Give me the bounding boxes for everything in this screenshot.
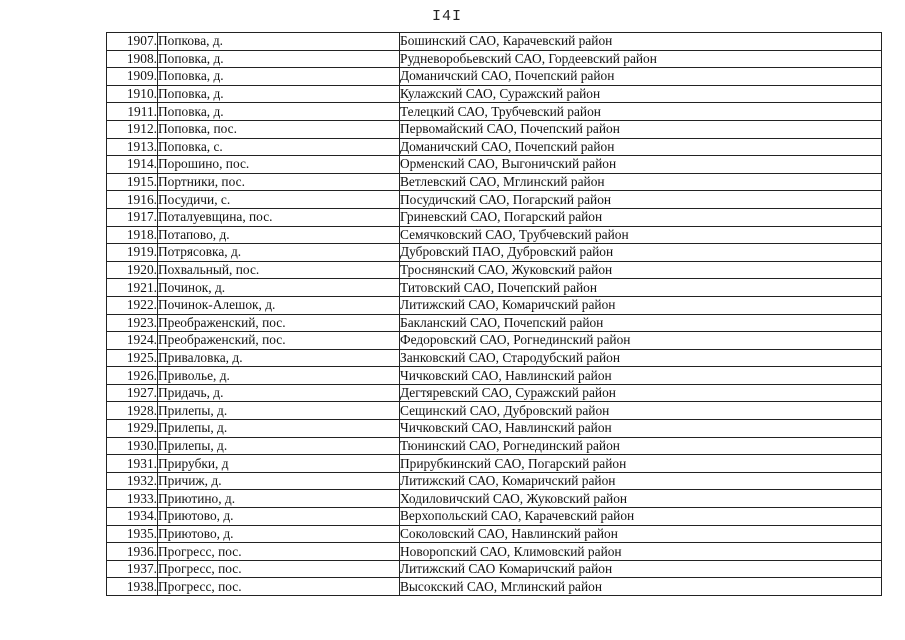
settlement-name: Придачь, д. xyxy=(158,384,400,402)
row-number: 1933. xyxy=(107,490,158,508)
administrative-unit: Новоропский САО, Климовский район xyxy=(400,543,882,561)
row-number: 1915. xyxy=(107,173,158,191)
table-row xyxy=(107,279,882,297)
settlement-name: Портники, пос. xyxy=(158,173,400,191)
settlement-name: Поповка, д. xyxy=(158,85,400,103)
row-number: 1924. xyxy=(107,332,158,350)
settlement-name: Приютово, д. xyxy=(158,508,400,526)
administrative-unit: Высокский САО, Мглинский район xyxy=(400,578,882,596)
settlement-name: Поповка, д. xyxy=(158,50,400,68)
table-row xyxy=(107,68,882,86)
row-number: 1918. xyxy=(107,226,158,244)
administrative-unit: Дегтяревский САО, Суражский район xyxy=(400,384,882,402)
settlement-name: Поповка, с. xyxy=(158,138,400,156)
administrative-unit: Ходиловичский САО, Жуковский район xyxy=(400,490,882,508)
administrative-unit: Троснянский САО, Жуковский район xyxy=(400,261,882,279)
settlement-name: Поталуевщина, пос. xyxy=(158,208,400,226)
row-number: 1909. xyxy=(107,68,158,86)
settlement-name: Похвальный, пос. xyxy=(158,261,400,279)
administrative-unit: Чичковский САО, Навлинский район xyxy=(400,420,882,438)
table-row xyxy=(107,578,882,596)
settlement-name: Приютово, д. xyxy=(158,525,400,543)
row-number: 1931. xyxy=(107,455,158,473)
settlement-name: Попкова, д. xyxy=(158,33,400,51)
table-row xyxy=(107,244,882,262)
table-row xyxy=(107,402,882,420)
administrative-unit: Первомайский САО, Почепский район xyxy=(400,120,882,138)
row-number: 1916. xyxy=(107,191,158,209)
row-number: 1935. xyxy=(107,525,158,543)
row-number: 1928. xyxy=(107,402,158,420)
table-row xyxy=(107,349,882,367)
settlement-name: Преображенский, пос. xyxy=(158,314,400,332)
table-row xyxy=(107,490,882,508)
administrative-unit: Орменский САО, Выгоничский район xyxy=(400,156,882,174)
settlement-name: Потрясовка, д. xyxy=(158,244,400,262)
administrative-unit: Соколовский САО, Навлинский район xyxy=(400,525,882,543)
administrative-unit: Верхопольский САО, Карачевский район xyxy=(400,508,882,526)
settlement-name: Посудичи, с. xyxy=(158,191,400,209)
settlement-name: Поповка, пос. xyxy=(158,120,400,138)
administrative-unit: Бошинский САО, Карачевский район xyxy=(400,33,882,51)
administrative-unit: Гриневский САО, Погарский район xyxy=(400,208,882,226)
administrative-unit: Литижский САО, Комаричский район xyxy=(400,296,882,314)
row-number: 1932. xyxy=(107,472,158,490)
row-number: 1938. xyxy=(107,578,158,596)
settlement-name: Прилепы, д. xyxy=(158,420,400,438)
settlements-table xyxy=(106,32,882,596)
administrative-unit: Кулажский САО, Суражский район xyxy=(400,85,882,103)
row-number: 1930. xyxy=(107,437,158,455)
table-row xyxy=(107,173,882,191)
settlement-name: Починок, д. xyxy=(158,279,400,297)
table-row xyxy=(107,296,882,314)
table-row xyxy=(107,50,882,68)
administrative-unit: Телецкий САО, Трубчевский район xyxy=(400,103,882,121)
administrative-unit: Прирубкинский САО, Погарский район xyxy=(400,455,882,473)
settlement-name: Прогресс, пос. xyxy=(158,578,400,596)
row-number: 1936. xyxy=(107,543,158,561)
table-row xyxy=(107,208,882,226)
settlement-name: Поповка, д. xyxy=(158,103,400,121)
row-number: 1927. xyxy=(107,384,158,402)
administrative-unit: Дубровский ПАО, Дубровский район xyxy=(400,244,882,262)
table-row xyxy=(107,226,882,244)
row-number: 1913. xyxy=(107,138,158,156)
table-row xyxy=(107,156,882,174)
administrative-unit: Доманичский САО, Почепский район xyxy=(400,138,882,156)
settlement-name: Починок-Алешок, д. xyxy=(158,296,400,314)
administrative-unit: Федоровский САО, Рогнединский район xyxy=(400,332,882,350)
table-row xyxy=(107,261,882,279)
table-row xyxy=(107,191,882,209)
settlement-name: Прогресс, пос. xyxy=(158,560,400,578)
settlements-table-body xyxy=(107,33,882,596)
row-number: 1914. xyxy=(107,156,158,174)
settlement-name: Причиж, д. xyxy=(158,472,400,490)
table-row xyxy=(107,138,882,156)
administrative-unit: Доманичский САО, Почепский район xyxy=(400,68,882,86)
row-number: 1910. xyxy=(107,85,158,103)
row-number: 1919. xyxy=(107,244,158,262)
row-number: 1907. xyxy=(107,33,158,51)
row-number: 1925. xyxy=(107,349,158,367)
administrative-unit: Литижский САО Комаричский район xyxy=(400,560,882,578)
table-row xyxy=(107,508,882,526)
settlement-name: Прогресс, пос. xyxy=(158,543,400,561)
administrative-unit: Чичковский САО, Навлинский район xyxy=(400,367,882,385)
settlement-name: Прирубки, д xyxy=(158,455,400,473)
table-row xyxy=(107,103,882,121)
row-number: 1922. xyxy=(107,296,158,314)
administrative-unit: Занковский САО, Стародубский район xyxy=(400,349,882,367)
table-row xyxy=(107,437,882,455)
settlement-name: Прилепы, д. xyxy=(158,437,400,455)
table-row xyxy=(107,420,882,438)
administrative-unit: Посудичский САО, Погарский район xyxy=(400,191,882,209)
row-number: 1929. xyxy=(107,420,158,438)
table-row xyxy=(107,33,882,51)
row-number: 1920. xyxy=(107,261,158,279)
administrative-unit: Бакланский САО, Почепский район xyxy=(400,314,882,332)
settlement-name: Приютино, д. xyxy=(158,490,400,508)
settlement-name: Преображенский, пос. xyxy=(158,332,400,350)
administrative-unit: Ветлевский САО, Мглинский район xyxy=(400,173,882,191)
administrative-unit: Литижский САО, Комаричский район xyxy=(400,472,882,490)
administrative-unit: Тюнинский САО, Рогнединский район xyxy=(400,437,882,455)
administrative-unit: Сещинский САО, Дубровский район xyxy=(400,402,882,420)
row-number: 1934. xyxy=(107,508,158,526)
table-row xyxy=(107,332,882,350)
administrative-unit: Титовский САО, Почепский район xyxy=(400,279,882,297)
row-number: 1923. xyxy=(107,314,158,332)
row-number: 1911. xyxy=(107,103,158,121)
table-row xyxy=(107,455,882,473)
table-row xyxy=(107,525,882,543)
settlement-name: Приваловка, д. xyxy=(158,349,400,367)
row-number: 1912. xyxy=(107,120,158,138)
table-row xyxy=(107,384,882,402)
settlement-name: Приволье, д. xyxy=(158,367,400,385)
table-row xyxy=(107,472,882,490)
table-row xyxy=(107,120,882,138)
administrative-unit: Рудневоробьевский САО, Гордеевский район xyxy=(400,50,882,68)
table-row xyxy=(107,314,882,332)
row-number: 1937. xyxy=(107,560,158,578)
settlement-name: Прилепы, д. xyxy=(158,402,400,420)
table-row xyxy=(107,543,882,561)
settlement-name: Потапово, д. xyxy=(158,226,400,244)
table-row xyxy=(107,367,882,385)
table-row xyxy=(107,560,882,578)
row-number: 1908. xyxy=(107,50,158,68)
row-number: 1921. xyxy=(107,279,158,297)
settlement-name: Порошино, пос. xyxy=(158,156,400,174)
settlement-name: Поповка, д. xyxy=(158,68,400,86)
row-number: 1917. xyxy=(107,208,158,226)
page-number: I4I xyxy=(432,8,463,25)
table-row xyxy=(107,85,882,103)
administrative-unit: Семячковский САО, Трубчевский район xyxy=(400,226,882,244)
row-number: 1926. xyxy=(107,367,158,385)
